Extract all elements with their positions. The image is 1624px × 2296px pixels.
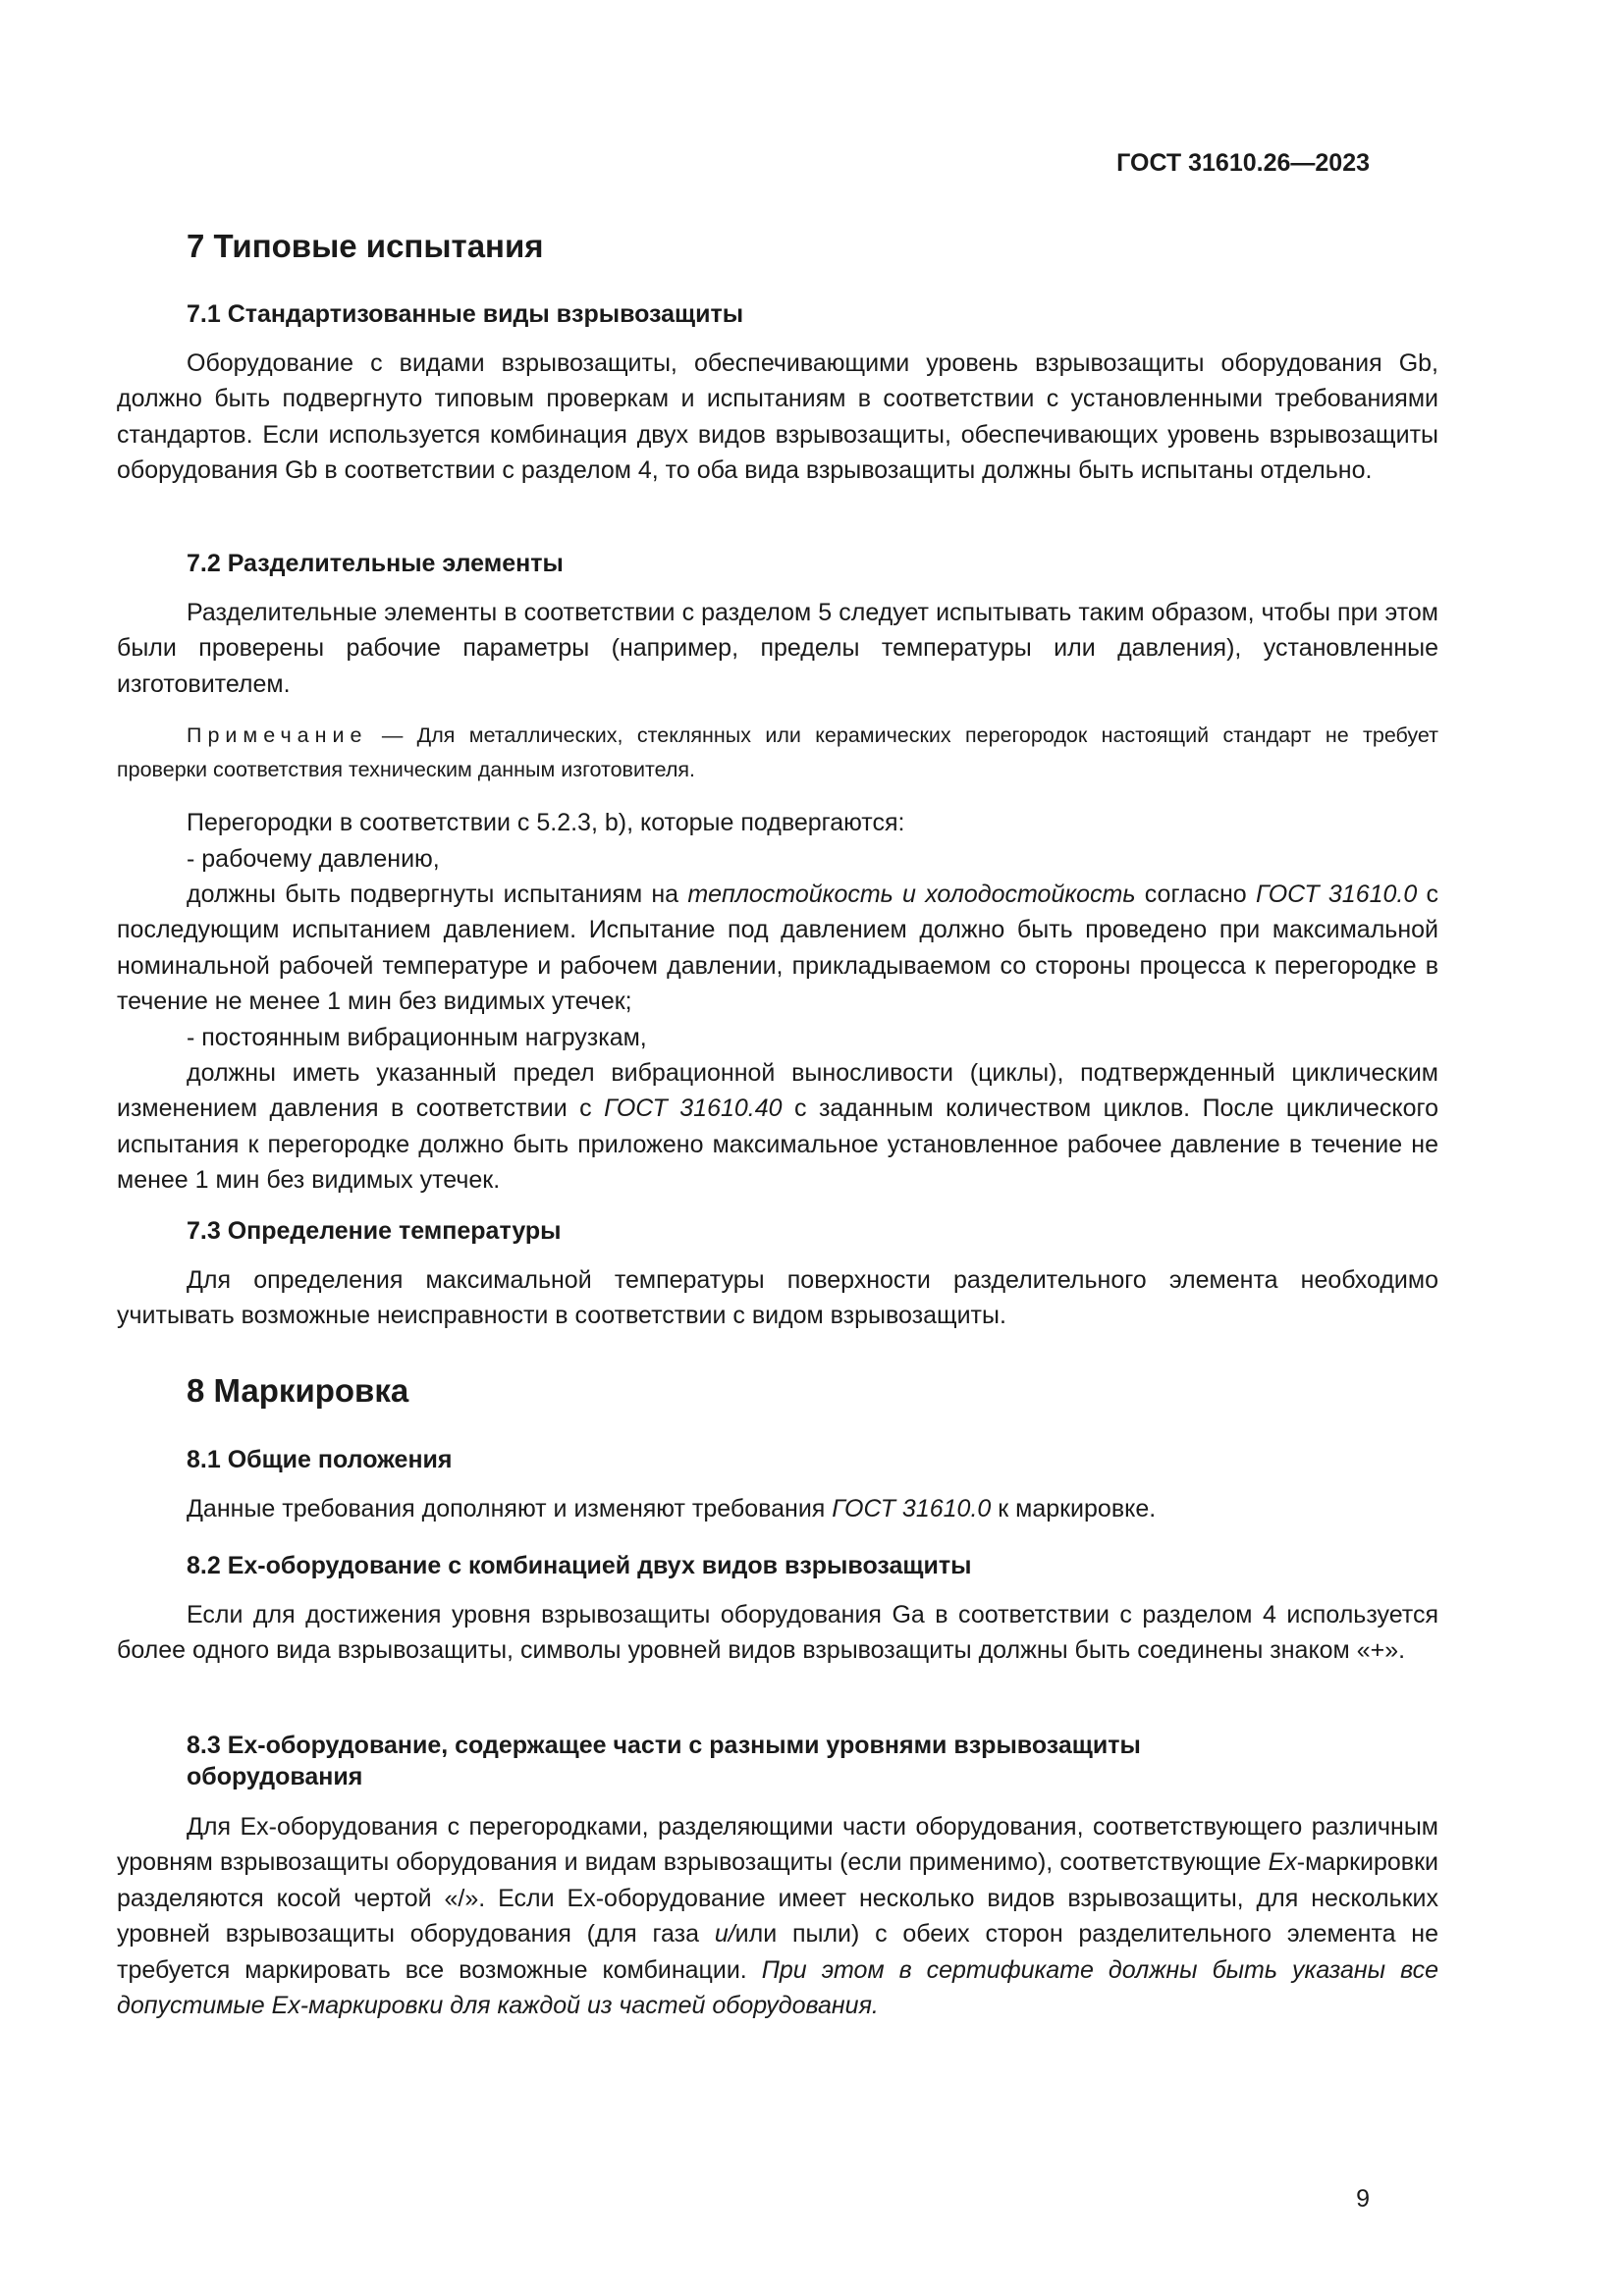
text-run: Данные требования дополняют и изменяют требования: [187, 1495, 833, 1522]
page-number: 9: [1356, 2185, 1370, 2213]
text-run: -маркировки разделяются косой чертой «/». Если Ex-оборудование имеет несколько видов взрывозащиты, для нескольких уровней взрывозащиты оборудования (для газа: [117, 1848, 1438, 1949]
section-7-2-note: [117, 719, 1438, 787]
section-7-2-paragraph-3: [117, 877, 1438, 1020]
section-7-2-title: 7.2 Разделительные элементы: [187, 550, 564, 577]
title-line: 8.3 Ex-оборудование, содержащее части с разными уровнями взрывозащиты: [187, 1732, 1141, 1759]
standard-reference: ГОСТ 31610.0: [832, 1495, 992, 1522]
italic-run: и/: [714, 1920, 735, 1949]
standard-reference: ГОСТ 31610.40: [604, 1095, 783, 1123]
section-8-1-title: 8.1 Общие положения: [187, 1446, 453, 1473]
text-run: или пыли) с обеих сторон разделительного элемента не требуется маркировать все возможные комбинации.: [117, 1920, 1438, 1984]
section-8-1-paragraph: [117, 1491, 1438, 1526]
italic-run: Ex: [1268, 1848, 1297, 1877]
note-text: — Для металлических, стеклянных или керамических перегородок настоящий стандарт не требует проверки соответствия техническим данным изготовителя.: [117, 723, 1438, 781]
document-code: ГОСТ 31610.26—2023: [1116, 149, 1370, 177]
standard-reference: ГОСТ 31610.0: [1255, 881, 1418, 908]
section-7-1-paragraph: Оборудование с видами взрывозащиты, обеспечивающими уровень взрывозащиты оборудования Gb, должно быть подвергнуто типовым проверкам и испытаниям в соответствии с установленными требованиями стандартов. Если используется комбинация двух видов взрывозащиты, обеспечивающих уровень взрывозащиты оборудования Gb в соответствии с разделом 4, то оба вида взрывозащиты должны быть испытаны отдельно.: [117, 349, 1438, 485]
section-7-2-paragraph-1: Разделительные элементы в соответствии с разделом 5 следует испытывать таким образом, чтобы при этом были проверены рабочие параметры (например, пределы температуры или давления), установленные изготовителем.: [117, 599, 1438, 698]
list-item-working-pressure: - рабочему давлению,: [187, 845, 440, 873]
text-run: Для Ex-оборудования с перегородками, разделяющими части оборудования, соответствующего различным уровням взрывозащиты оборудования и видам взрывозащиты (если применимо), соответствующие: [117, 1813, 1438, 1877]
italic-run: теплостойкость и холодостойкость: [687, 881, 1136, 908]
section-8-2-title: 8.2 Ex-оборудование с комбинацией двух видов взрывозащиты: [187, 1552, 972, 1579]
section-7-2-paragraph-4: [117, 1055, 1438, 1199]
section-8-title: 8 Маркировка: [187, 1372, 409, 1409]
italic-run: При этом в сертификате должны быть указаны все допустимые Ex-маркировки для каждой из частей оборудования.: [117, 1955, 1438, 2020]
text-run: с последующим испытанием давлением. Испытание под давлением должно быть проведено при максимальной номинальной рабочей температуре и рабочем давлении, прикладываемом со стороны процесса к перегородке в течение не менее 1 мин без видимых утечек;: [117, 881, 1438, 1016]
text-run: согласно: [1135, 881, 1256, 908]
note-label: Примечание: [187, 723, 368, 747]
section-8-2-paragraph: Если для достижения уровня взрывозащиты оборудования Ga в соответствии с разделом 4 используется более одного вида взрывозащиты, символы уровней видов взрывозащиты должны быть соединены знаком «+».: [117, 1601, 1438, 1665]
text-run: к маркировке.: [991, 1495, 1157, 1522]
section-8-3-title: [187, 1730, 1141, 1792]
text-run: с заданным количеством циклов. После циклического испытания к перегородке должно быть приложено максимальное установленное рабочее давление в течение не менее 1 мин без видимых утечек.: [117, 1095, 1438, 1195]
section-7-1-title: 7.1 Стандартизованные виды взрывозащиты: [187, 300, 744, 328]
section-7-3-paragraph: Для определения максимальной температуры поверхности разделительного элемента необходимо учитывать возможные неисправности в соответствии с видом взрывозащиты.: [117, 1266, 1438, 1330]
list-item-vibration-loads: - постоянным вибрационным нагрузкам,: [187, 1024, 647, 1051]
title-line: оборудования: [187, 1763, 363, 1790]
section-7-2-paragraph-2: Перегородки в соответствии с 5.2.3, b), которые подвергаются:: [187, 809, 905, 836]
text-run: должны иметь указанный предел вибрационной выносливости (циклы), подтвержденный циклическим изменением давления в соответствии с: [117, 1059, 1438, 1123]
text-run: должны быть подвергнуты испытаниям на: [187, 881, 688, 908]
section-8-3-paragraph: [117, 1809, 1438, 2023]
section-7-3-title: 7.3 Определение температуры: [187, 1217, 562, 1245]
section-7-title: 7 Типовые испытания: [187, 228, 544, 264]
